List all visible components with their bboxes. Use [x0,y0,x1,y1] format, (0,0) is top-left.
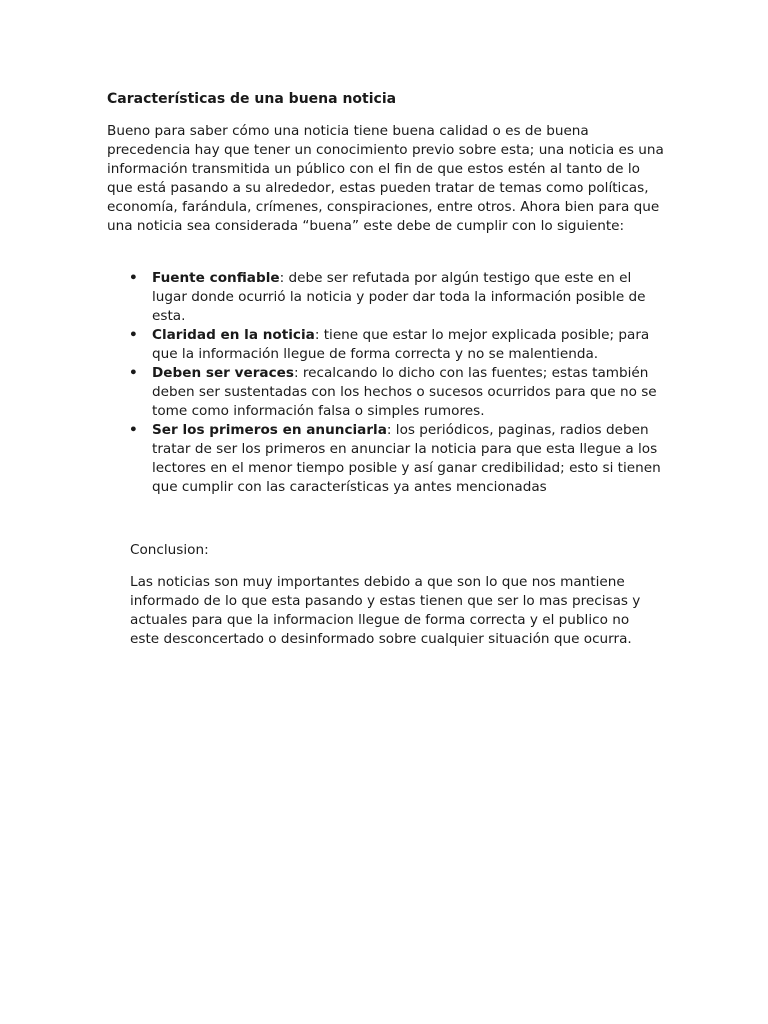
conclusion-paragraph: Las noticias son muy importantes debido a que son lo que nos mantiene informado de lo que esta pasando y estas tienen que ser lo mas precisas y actuales para que la informacion llegue de forma correcta y el publico no este desconcertado o desinformado sobre cualquier situación que ocurra. [130,574,641,647]
bullet-icon: • [129,365,138,381]
document-title: Características de una buena noticia [107,91,397,107]
bullet-icon: • [129,270,138,286]
list-item-term: Claridad en la noticia [152,327,315,343]
list-item [107,364,667,421]
bullet-icon: • [129,422,138,438]
conclusion-heading: Conclusion: [130,542,209,558]
list-item-term: Fuente confiable [152,270,280,286]
list-item-text: : los periódicos, paginas, radios deben tratar de ser los primeros en anunciar la noticia para que esta llegue a los lectores en el menor tiempo posible y así ganar credibilidad; esto si tienen que cumplir con las características ya antes mencionadas [152,422,661,495]
list-item-term: Ser los primeros en anunciarla [152,422,387,438]
list-item-text: : recalcando lo dicho con las fuentes; estas también deben ser sustentadas con los hechos o sucesos ocurridos para que no se tome como información falsa o simples rumores. [152,365,657,419]
list-item [107,269,667,326]
list-item [107,421,667,497]
intro-paragraph: Bueno para saber cómo una noticia tiene buena calidad o es de buena precedencia hay que tener un conocimiento previo sobre esta; una noticia es una información transmitida un público con el fin de que estos estén al tanto de lo que está pasando a su alrededor, estas pueden tratar de temas como políticas, economía, farándula, crímenes, conspiraciones, entre otros. Ahora bien para que una noticia sea considerada “buena” este debe de cumplir con lo siguiente: [107,123,664,234]
list-item [107,326,667,364]
characteristics-list [107,269,667,497]
list-item-text: : debe ser refutada por algún testigo que este en el lugar donde ocurrió la noticia y poder dar toda la información posible de esta. [152,270,646,324]
list-item-term: Deben ser veraces [152,365,294,381]
list-item-text: : tiene que estar lo mejor explicada posible; para que la información llegue de forma correcta y no se malentienda. [152,327,650,362]
bullet-icon: • [129,327,138,343]
